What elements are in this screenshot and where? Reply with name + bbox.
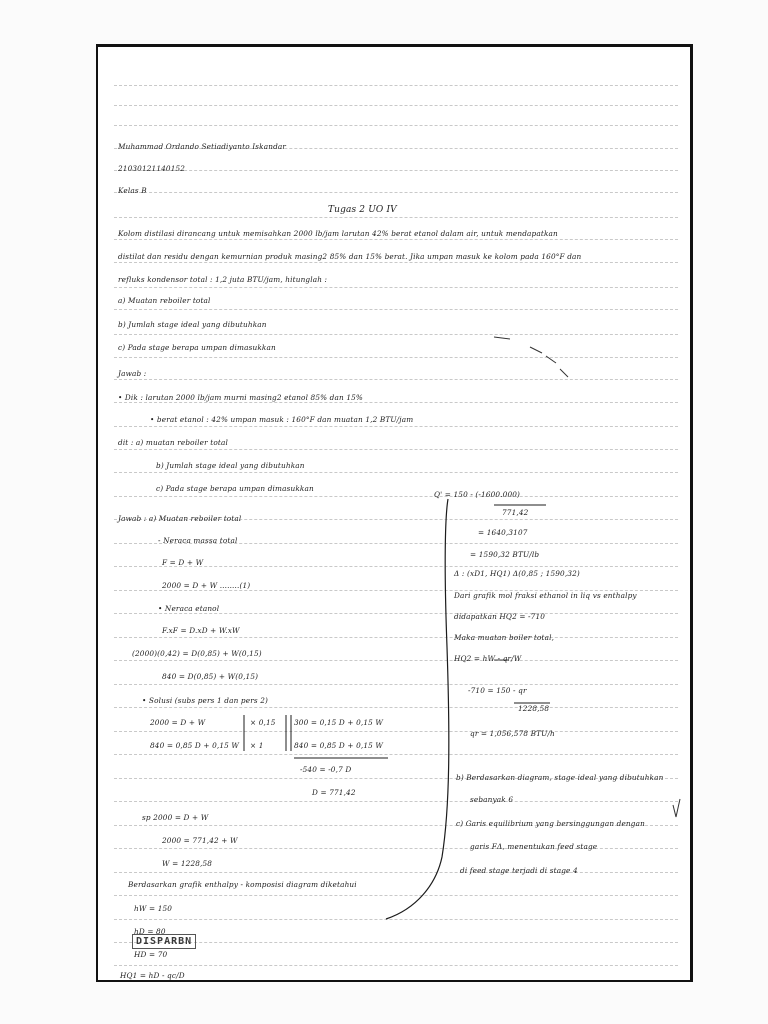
asked-line: c) Pada stage berapa umpan dimasukkan [156, 484, 314, 493]
elimination-factor: × 1 [250, 741, 264, 750]
given-line: • berat etanol : 42% umpan masuk : 160°F dan muatan 1,2 BTU/jam [150, 415, 414, 424]
reboiler-duty-result: qr = 1,056,578 BTU/h [470, 729, 555, 738]
solution-line: = 1640,3107 [478, 528, 528, 537]
enthalpy-value: hD = 80 [134, 927, 166, 936]
answer-c: di feed stage terjadi di stage 4 [460, 866, 578, 875]
answer-c: garis FΔ, menentukan feed stage [470, 842, 598, 851]
scribble-mark [494, 337, 556, 363]
problem-line: Kolom distilasi dirancang untuk memisahkan 2000 lb/jam larutan 42% berat etanol dalam air, untuk mendapatkan [118, 229, 558, 238]
problem-line: refluks kondensor total : 1,2 juta BTU/jam, hitunglah : [118, 275, 328, 284]
solution-line: 2000 = D + W ........(1) [162, 581, 251, 590]
assignment-title: Tugas 2 UO IV [328, 205, 397, 215]
solution-line: - Neraca massa total [158, 536, 238, 545]
asked-line: dit : a) muatan reboiler total [118, 438, 228, 447]
solution-line: • Neraca etanol [158, 604, 220, 613]
class-label: Kelas B [118, 186, 147, 195]
pen-strokes [98, 47, 693, 982]
solution-line: Dari grafik mol fraksi ethanol in liq vs enthalpy [454, 591, 637, 600]
distillate-result: D = 771,42 [312, 788, 356, 797]
enthalpy-value: HQ1 = hD - qc/D [120, 971, 185, 980]
solution-line: Jawab : a) Muatan reboiler total [118, 514, 242, 523]
student-name: Muhammad Ordando Setiadiyanto Iskandar [118, 142, 287, 151]
solution-line: sp 2000 = D + W [142, 813, 209, 822]
solution-line: 2000 = 771,42 + W [162, 836, 238, 845]
problem-line: distilat dan residu dengan kemurnian produk masing2 85% dan 15% berat. Jika umpan masuk ke kolom pada 160°F dan [118, 252, 582, 261]
answer-b: sebanyak 6 [470, 795, 514, 804]
notebook-brand-stamp: DISPARBN [132, 934, 196, 949]
solution-line: (2000)(0,42) = D(0,85) + W(0,15) [132, 649, 262, 658]
elimination-eq: 2000 = D + W [150, 718, 206, 727]
given-line: • Dik : larutan 2000 lb/jam murni masing2 etanol 85% dan 15% [118, 393, 363, 402]
solution-line: didapatkan HQ2 = -710 [454, 612, 546, 621]
answer-label: Jawab : [118, 369, 147, 378]
solution-line: 771,42 [502, 508, 529, 517]
solution-line: Q' = 150 - (-1600.000) [434, 490, 521, 499]
check-mark [673, 799, 680, 817]
asked-line: b) Jumlah stage ideal yang dibutuhkan [156, 461, 305, 470]
scribble-mark [560, 369, 568, 377]
elimination-factor: × 0,15 [250, 718, 276, 727]
problem-line: c) Pada stage berapa umpan dimasukkan [118, 343, 276, 352]
solution-line: 1228,58 [518, 704, 550, 713]
solution-line: • Solusi (subs pers 1 dan pers 2) [142, 696, 268, 705]
problem-line: b) Jumlah stage ideal yang dibutuhkan [118, 320, 267, 329]
notebook-page [96, 44, 693, 982]
problem-line: a) Muatan reboiler total [118, 296, 211, 305]
solution-line: Maka muatan boiler total, [454, 633, 555, 642]
solution-line: 840 = D(0,85) + W(0,15) [162, 672, 259, 681]
answer-c: c) Garis equilibrium yang bersinggungan dengan [456, 819, 645, 828]
student-id: 21030121140152 [118, 164, 186, 173]
elimination-eq: 300 = 0,15 D + 0,15 W [294, 718, 384, 727]
solution-line: F.xF = D.xD + W.xW [162, 626, 240, 635]
delta-point: Δ : (xD1, HQ1) Δ(0,85 ; 1590,32) [454, 569, 580, 578]
solution-line: = 1590,32 BTU/lb [470, 550, 540, 559]
solution-line: -710 = 150 - qr [468, 686, 527, 695]
elimination-eq: 840 = 0,85 D + 0,15 W [294, 741, 384, 750]
answer-b: b) Berdasarkan diagram, stage ideal yang dibutuhkan [456, 773, 664, 782]
solution-line: F = D + W [162, 558, 204, 567]
elimination-eq: 840 = 0,85 D + 0,15 W [150, 741, 240, 750]
solution-line: HQ2 = hW - qr/W [454, 654, 522, 663]
residue-result: W = 1228,58 [162, 859, 213, 868]
enthalpy-value: HD = 70 [134, 950, 168, 959]
solution-line: Berdasarkan grafik enthalpy - komposisi diagram diketahui [128, 880, 357, 889]
column-divider-stroke [386, 499, 449, 919]
enthalpy-value: hW = 150 [134, 904, 173, 913]
elimination-result: -540 = -0,7 D [300, 765, 352, 774]
